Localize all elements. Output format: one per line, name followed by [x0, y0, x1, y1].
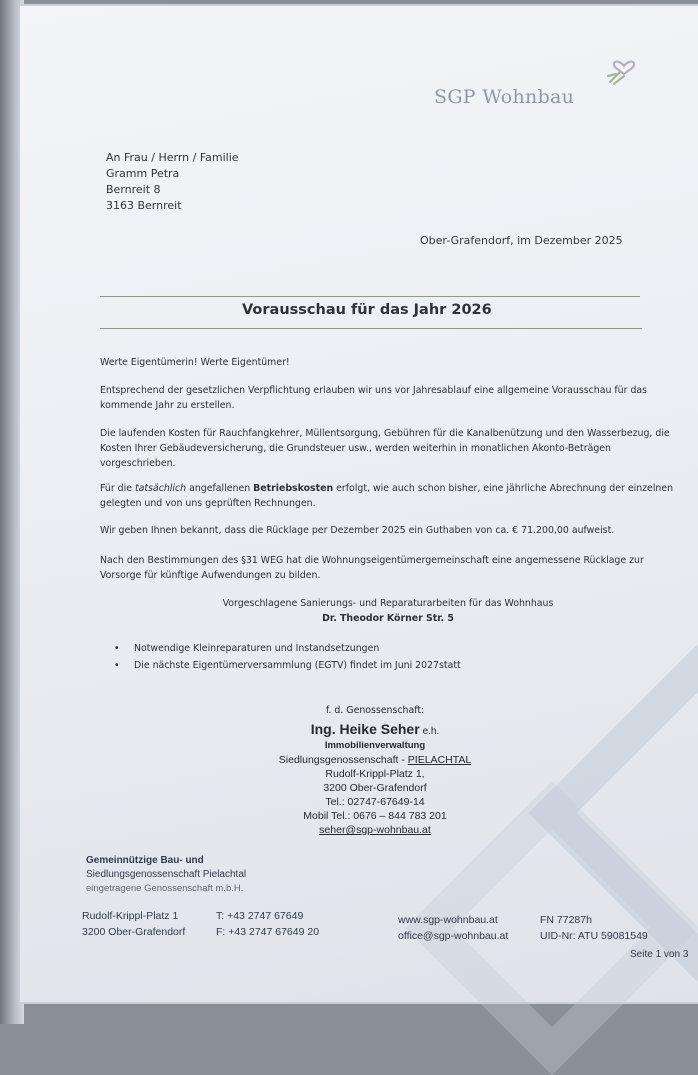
works-heading: Vorgeschlagene Sanierungs- und Reparaturarbeiten für das Wohnhaus: [222, 598, 554, 609]
works-address: Dr. Theodor Körner Str. 5: [322, 613, 454, 624]
footer-uid: UID-Nr: ATU 59081549: [540, 930, 648, 942]
footer-org-legal: eingetragene Genossenschaft m.b.H.: [86, 883, 244, 894]
paragraph-billing: [100, 481, 676, 511]
logo-icon: [604, 54, 644, 88]
company-logo-text: SGP Wohnbau: [434, 86, 575, 108]
recipient-line: An Frau / Herrn / Familie: [106, 151, 239, 164]
list-item-text: Notwendige Kleinreparaturen und Instandsetzungen: [134, 643, 380, 654]
title-rule-bottom: [100, 328, 642, 329]
title-rule-top: [100, 296, 640, 297]
footer-website-link[interactable]: www.sgp-wohnbau.at: [398, 914, 498, 926]
footer-org-line: Gemeinnützige Bau- und: [86, 855, 204, 866]
footer-phone: [216, 908, 319, 940]
place-date: Ober-Grafendorf, im Dezember 2025: [420, 234, 623, 247]
footer-web: [398, 912, 508, 944]
billing-italic: tatsächlich: [134, 483, 187, 494]
list-item: • Die nächste Eigentümerversammlung (EGTV) findet im Juni 2027statt: [114, 660, 461, 671]
footer-address: [82, 908, 185, 940]
footer-city: 3200 Ober-Grafendorf: [82, 926, 186, 938]
letter-title: Vorausschau für das Jahr 2026: [242, 302, 492, 318]
signatory-street: Rudolf-Krippl-Platz 1,: [325, 768, 425, 780]
billing-text-pre: Für die: [100, 483, 135, 494]
salutation: Werte Eigentümerin! Werte Eigentümer!: [100, 357, 290, 368]
footer-tel: T: +43 2747 67649: [216, 910, 304, 922]
signatory-mobile: Mobil Tel.: 0676 – 844 783 201: [303, 810, 447, 822]
footer-fn: FN 77287h: [540, 914, 592, 926]
signatory-org: [260, 753, 490, 767]
list-item-text: Die nächste Eigentümerversammlung (EGTV) findet im Juni 2027statt: [134, 660, 461, 671]
recipient-name: Gramm Petra: [106, 167, 180, 180]
footer-organization: [86, 854, 246, 896]
recipient-address: [106, 150, 239, 214]
footer-fax: F: +43 2747 67649 20: [216, 926, 320, 938]
billing-text-mid: angefallenen: [186, 483, 254, 494]
recipient-city: 3163 Bernreit: [106, 199, 182, 212]
paragraph-reserve: Wir geben Ihnen bekannt, dass die Rücklage per Dezember 2025 ein Guthaben von ca. € 71.200,00 aufweist.: [100, 525, 615, 536]
signatory-org-name: PIELACHTAL: [407, 754, 472, 766]
recipient-street: Bernreit 8: [106, 183, 161, 196]
billing-bold: Betriebskosten: [253, 483, 334, 494]
list-item: • Notwendige Kleinreparaturen und Instandsetzungen: [114, 643, 380, 654]
signatory-tel: Tel.: 02747-67649-14: [325, 796, 425, 808]
billing-text-post: erfolgt, wie auch schon bisher, eine jährliche Abrechnung der einzelnen gelegten und von uns geprüften Rechnungen.: [100, 483, 674, 509]
signatory-line: [260, 722, 490, 739]
works-heading-block: [100, 596, 676, 626]
signatory-org-pre: Siedlungsgenossenschaft -: [278, 754, 408, 766]
paragraph-intro: Entsprechend der gesetzlichen Verpflichtung erlauben wir uns vor Jahresablauf eine allgemeine Vorausschau für das kommende Jahr zu erstellen.: [100, 385, 648, 411]
page-number: Seite 1 von 3: [630, 949, 689, 960]
paragraph-costs: Die laufenden Kosten für Rauchfangkehrer, Müllentsorgung, Gebühren für die Kanalbenützung und den Wasserbezug, die Kosten Ihrer Gebäudeversicherung, die Grundsteuer usw., werden weiterhin in monatlichen Akonto-Beträgen vorgeschrieben.: [100, 428, 670, 469]
signatory-city: 3200 Ober-Grafendorf: [323, 782, 427, 794]
works-list: [114, 640, 461, 674]
signatory-name: Ing. Heike Seher: [310, 721, 420, 737]
signatory-email-link[interactable]: seher@sgp-wohnbau.at: [319, 824, 431, 836]
footer-registry: [540, 912, 648, 944]
footer-street: Rudolf-Krippl-Platz 1: [82, 910, 179, 922]
signature-for: f. d. Genossenschaft:: [325, 705, 425, 716]
signatory-role: Immobilienverwaltung: [324, 740, 426, 751]
footer-email-link[interactable]: office@sgp-wohnbau.at: [398, 930, 509, 942]
signatory-eh: e.h.: [422, 726, 440, 737]
paragraph-weg: Nach den Bestimmungen des §31 WEG hat die Wohnungseigentümergemeinschaft eine angemessene Rücklage zur Vorsorge für künftige Aufwendungen zu bilden.: [100, 555, 644, 581]
footer-org-line: Siedlungsgenossenschaft Pielachtal: [86, 869, 247, 880]
signature-block: [260, 704, 490, 837]
